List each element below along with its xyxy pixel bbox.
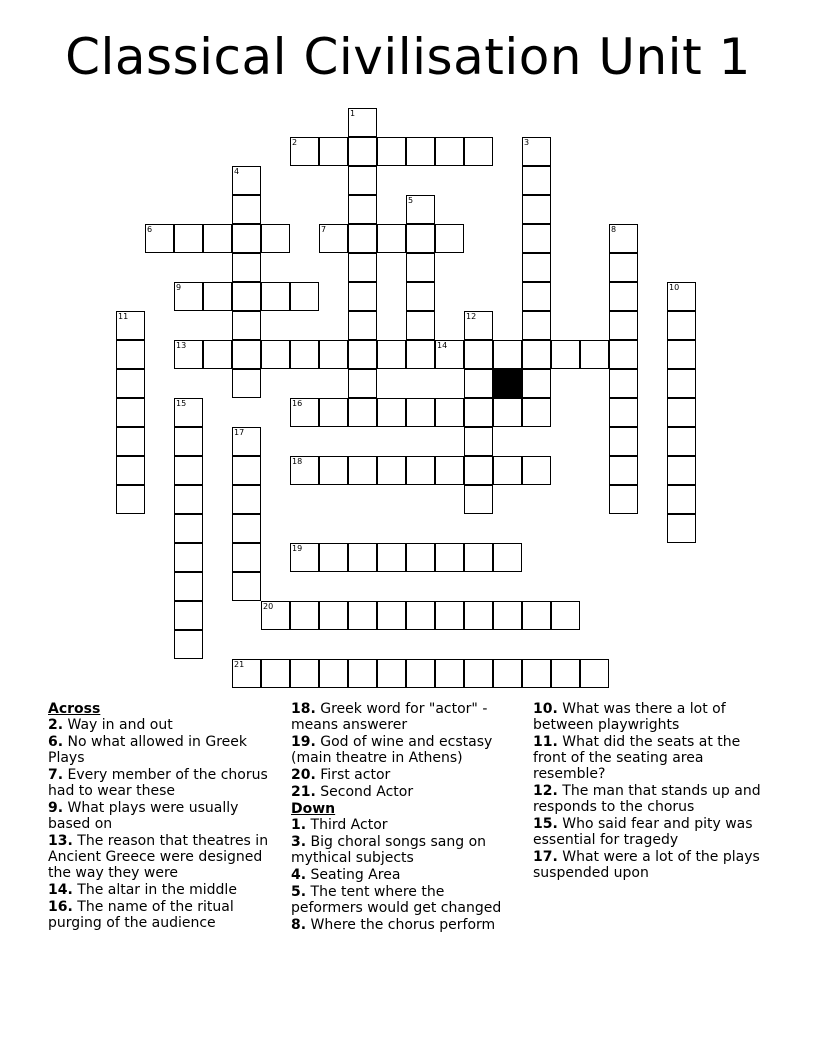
clue-item [533,816,773,848]
grid-cell[interactable] [232,224,261,253]
grid-cell[interactable] [464,601,493,630]
grid-cell[interactable] [464,427,493,456]
grid-cell[interactable] [493,543,522,572]
grid-cell[interactable] [232,166,261,195]
clue-number: 20 [263,602,274,611]
grid-cell[interactable] [435,224,464,253]
grid-cell[interactable] [580,659,609,688]
grid-cell[interactable] [348,543,377,572]
grid-cell[interactable] [319,224,348,253]
grid-cell[interactable] [667,427,696,456]
clue-number: 17 [234,428,245,437]
grid-cell[interactable] [667,340,696,369]
clue-item-number: 2. [48,717,64,733]
clue-number: 1 [350,109,356,118]
grid-cell[interactable] [464,456,493,485]
grid-cell[interactable] [319,137,348,166]
clue-item [291,784,516,800]
grid-cell[interactable] [464,543,493,572]
grid-cell[interactable] [522,398,551,427]
grid-cell[interactable] [174,456,203,485]
clue-item-text: God of wine and ecstasy (main theatre in Athens) [291,734,493,766]
grid-cell[interactable] [406,456,435,485]
grid-cell[interactable] [406,224,435,253]
clue-item [48,767,270,799]
grid-cell[interactable] [522,601,551,630]
grid-cell[interactable] [116,398,145,427]
grid-cell[interactable] [522,253,551,282]
grid-cell[interactable] [290,659,319,688]
clue-item-text: The man that stands up and responds to the chorus [533,783,761,815]
grid-cell[interactable] [290,543,319,572]
grid-cell[interactable] [232,485,261,514]
grid-cell[interactable] [348,398,377,427]
clue-item-number: 18. [291,701,316,717]
grid-cell[interactable] [609,311,638,340]
grid-cell[interactable] [667,398,696,427]
grid-cell[interactable] [116,311,145,340]
grid-cell[interactable] [493,398,522,427]
grid-cell[interactable] [464,340,493,369]
grid-cell[interactable] [232,195,261,224]
clue-item-text: The name of the ritual purging of the audience [48,899,234,931]
grid-cell[interactable] [406,659,435,688]
clue-item-text: What did the seats at the front of the seating area resemble? [533,734,741,782]
clue-number: 7 [321,225,327,234]
grid-cell[interactable] [551,601,580,630]
clue-item-text: Greek word for "actor" - means answerer [291,701,488,733]
grid-cell[interactable] [203,282,232,311]
grid-cell[interactable] [435,659,464,688]
clue-item [291,701,516,733]
grid-black-cell [493,369,522,398]
grid-cell[interactable] [232,369,261,398]
clue-item-text: Second Actor [315,784,414,800]
clue-column-3 [533,701,773,882]
clue-item [48,882,270,898]
grid-cell[interactable] [406,398,435,427]
grid-cell[interactable] [174,224,203,253]
clue-item-text: No what allowed in Greek Plays [48,734,248,766]
grid-cell[interactable] [667,369,696,398]
clue-item-number: 21. [291,784,316,800]
grid-cell[interactable] [261,282,290,311]
grid-cell[interactable] [522,282,551,311]
grid-cell[interactable] [290,137,319,166]
grid-cell[interactable] [406,253,435,282]
clue-item-number: 7. [48,767,64,783]
clue-item-text: What plays were usually based on [48,800,239,832]
grid-cell[interactable] [493,456,522,485]
grid-cell[interactable] [348,253,377,282]
clue-item-text: What were a lot of the plays suspended upon [533,849,760,881]
clue-number: 19 [292,544,303,553]
grid-cell[interactable] [348,282,377,311]
grid-cell[interactable] [232,311,261,340]
grid-cell[interactable] [377,398,406,427]
grid-cell[interactable] [493,601,522,630]
grid-cell[interactable] [464,369,493,398]
grid-cell[interactable] [464,137,493,166]
grid-cell[interactable] [609,398,638,427]
grid-cell[interactable] [493,340,522,369]
clue-number: 6 [147,225,153,234]
grid-cell[interactable] [377,601,406,630]
clue-item-text: Every member of the chorus had to wear these [48,767,268,799]
clue-item [48,899,270,931]
clue-item-number: 9. [48,800,64,816]
grid-cell[interactable] [522,659,551,688]
grid-cell[interactable] [116,485,145,514]
clue-item-text: The altar in the middle [72,882,237,898]
grid-cell[interactable] [609,427,638,456]
clue-number: 11 [118,312,129,321]
grid-cell[interactable] [377,137,406,166]
clue-number: 14 [437,341,448,350]
clue-item-text: What was there a lot of between playwrights [533,701,726,733]
grid-cell[interactable] [232,427,261,456]
clue-item [291,817,516,833]
grid-cell[interactable] [522,195,551,224]
clue-number: 9 [176,283,182,292]
grid-cell[interactable] [609,282,638,311]
grid-cell[interactable] [377,224,406,253]
clue-column-2 [291,701,516,934]
grid-cell[interactable] [406,137,435,166]
grid-cell[interactable] [348,601,377,630]
clue-item-number: 1. [291,817,307,833]
grid-cell[interactable] [319,398,348,427]
grid-cell[interactable] [290,398,319,427]
grid-cell[interactable] [290,456,319,485]
grid-cell[interactable] [203,224,232,253]
clue-item-number: 14. [48,882,73,898]
clue-item [291,734,516,766]
grid-cell[interactable] [174,427,203,456]
grid-cell[interactable] [406,601,435,630]
clue-item [291,867,516,883]
grid-cell[interactable] [174,340,203,369]
grid-cell[interactable] [174,543,203,572]
clue-heading: Across [48,701,101,717]
grid-cell[interactable] [174,514,203,543]
grid-cell[interactable] [232,253,261,282]
clue-column-1 [48,701,270,932]
clue-number: 12 [466,312,477,321]
clue-item [533,701,773,733]
grid-cell[interactable] [348,195,377,224]
grid-cell[interactable] [435,137,464,166]
grid-cell[interactable] [609,456,638,485]
grid-cell[interactable] [319,659,348,688]
clue-item-text: Who said fear and pity was essential for tragedy [533,816,753,848]
clue-item-text: The tent where the peformers would get changed [291,884,502,916]
clue-item-text: The reason that theatres in Ancient Greece were designed the way they were [48,833,269,881]
grid-cell[interactable] [319,601,348,630]
grid-cell[interactable] [232,340,261,369]
grid-cell[interactable] [319,340,348,369]
grid-cell[interactable] [667,485,696,514]
grid-cell[interactable] [348,108,377,137]
grid-cell[interactable] [551,659,580,688]
grid-cell[interactable] [609,340,638,369]
clue-item [48,734,270,766]
grid-cell[interactable] [232,514,261,543]
grid-cell[interactable] [377,543,406,572]
clue-item-number: 20. [291,767,316,783]
grid-cell[interactable] [348,137,377,166]
grid-cell[interactable] [667,514,696,543]
clue-item-text: Seating Area [306,867,401,883]
grid-cell[interactable] [522,311,551,340]
clue-item-number: 5. [291,884,307,900]
grid-cell[interactable] [464,398,493,427]
grid-cell[interactable] [522,166,551,195]
grid-cell[interactable] [580,340,609,369]
clue-item [533,734,773,782]
grid-cell[interactable] [464,485,493,514]
clue-item-number: 11. [533,734,558,750]
clue-item-number: 13. [48,833,73,849]
grid-cell[interactable] [116,369,145,398]
clue-item-number: 8. [291,917,307,933]
grid-cell[interactable] [174,572,203,601]
clue-item-text: Big choral songs sang on mythical subjects [291,834,487,866]
clue-item-number: 17. [533,849,558,865]
grid-cell[interactable] [261,224,290,253]
grid-cell[interactable] [406,340,435,369]
clue-number: 16 [292,399,303,408]
clue-item [291,767,516,783]
grid-cell[interactable] [174,630,203,659]
grid-cell[interactable] [522,369,551,398]
clue-item-number: 10. [533,701,558,717]
grid-cell[interactable] [116,456,145,485]
grid-cell[interactable] [348,659,377,688]
grid-cell[interactable] [348,311,377,340]
grid-cell[interactable] [609,369,638,398]
grid-cell[interactable] [435,601,464,630]
grid-cell[interactable] [145,224,174,253]
clue-item-number: 15. [533,816,558,832]
grid-cell[interactable] [406,282,435,311]
grid-cell[interactable] [348,369,377,398]
grid-cell[interactable] [290,601,319,630]
grid-cell[interactable] [406,195,435,224]
grid-cell[interactable] [319,543,348,572]
grid-cell[interactable] [667,282,696,311]
grid-cell[interactable] [522,340,551,369]
grid-cell[interactable] [232,572,261,601]
clue-number: 3 [524,138,530,147]
clue-number: 15 [176,399,187,408]
grid-cell[interactable] [522,456,551,485]
grid-cell[interactable] [261,659,290,688]
grid-cell[interactable] [174,601,203,630]
grid-cell[interactable] [232,659,261,688]
grid-cell[interactable] [348,456,377,485]
grid-cell[interactable] [435,340,464,369]
clue-item-text: Way in and out [63,717,173,733]
clue-item [48,800,270,832]
grid-cell[interactable] [174,398,203,427]
grid-cell[interactable] [261,340,290,369]
grid-cell[interactable] [116,340,145,369]
clue-item-number: 6. [48,734,64,750]
clue-item-number: 16. [48,899,73,915]
grid-cell[interactable] [522,137,551,166]
clue-item [291,917,516,933]
clue-item [291,834,516,866]
clue-item [291,884,516,916]
clue-item-number: 19. [291,734,316,750]
clue-item-number: 12. [533,783,558,799]
grid-cell[interactable] [290,282,319,311]
grid-cell[interactable] [232,282,261,311]
grid-cell[interactable] [377,456,406,485]
clue-item [48,717,270,733]
grid-cell[interactable] [290,340,319,369]
clue-number: 21 [234,660,245,669]
grid-cell[interactable] [435,543,464,572]
grid-cell[interactable] [435,456,464,485]
clue-item-text: First actor [315,767,391,783]
clue-heading: Down [291,801,336,817]
grid-cell[interactable] [435,398,464,427]
clue-item [48,833,270,881]
grid-cell[interactable] [174,282,203,311]
grid-cell[interactable] [406,311,435,340]
clue-item [533,783,773,815]
grid-cell[interactable] [609,253,638,282]
clue-number: 18 [292,457,303,466]
clue-number: 4 [234,167,240,176]
grid-cell[interactable] [116,427,145,456]
clue-number: 13 [176,341,187,350]
page-title: Classical Civilisation Unit 1 [65,28,751,86]
grid-cell[interactable] [377,340,406,369]
grid-cell[interactable] [319,456,348,485]
grid-cell[interactable] [406,543,435,572]
grid-cell[interactable] [522,224,551,253]
grid-cell[interactable] [232,456,261,485]
clue-item-text: Where the chorus perform [306,917,496,933]
grid-cell[interactable] [348,166,377,195]
clue-number: 10 [669,283,680,292]
grid-cell[interactable] [348,224,377,253]
grid-cell[interactable] [609,485,638,514]
grid-cell[interactable] [348,340,377,369]
grid-cell[interactable] [464,311,493,340]
clue-number: 8 [611,225,617,234]
grid-cell[interactable] [493,659,522,688]
clue-item-number: 3. [291,834,307,850]
grid-cell[interactable] [551,340,580,369]
clue-item [533,849,773,881]
grid-cell[interactable] [203,340,232,369]
grid-cell[interactable] [232,543,261,572]
grid-cell[interactable] [174,485,203,514]
grid-cell[interactable] [377,659,406,688]
clue-item-number: 4. [291,867,307,883]
grid-cell[interactable] [261,601,290,630]
clue-number: 5 [408,196,414,205]
grid-cell[interactable] [667,311,696,340]
clue-number: 2 [292,138,298,147]
grid-cell[interactable] [464,659,493,688]
grid-cell[interactable] [667,456,696,485]
clue-item-text: Third Actor [306,817,388,833]
grid-cell[interactable] [609,224,638,253]
